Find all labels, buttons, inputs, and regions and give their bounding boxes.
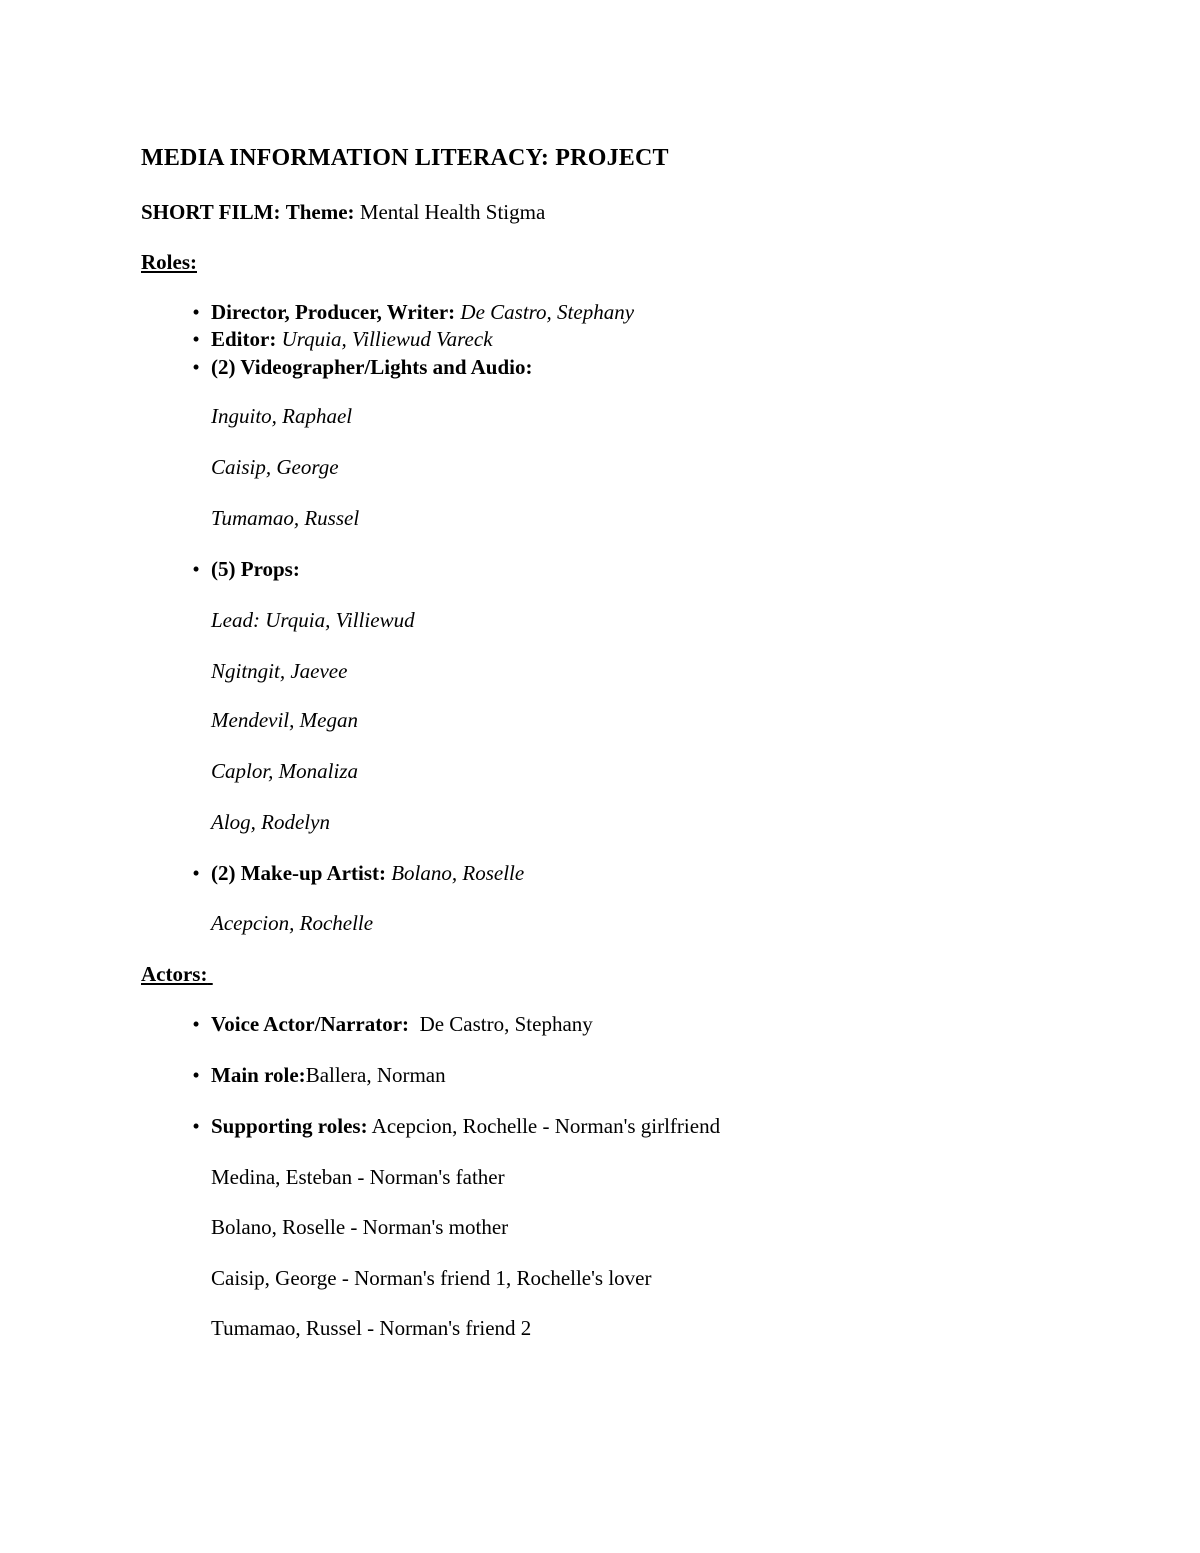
videographer-name: Caisip, George — [211, 455, 339, 479]
document-title-row — [141, 143, 669, 173]
editor-value: Urquia, Villiewud Vareck — [281, 327, 493, 351]
director-value: De Castro, Stephany — [460, 300, 635, 324]
supporting-roles-value: Acepcion, Rochelle - Norman's girlfriend — [371, 1114, 721, 1138]
main-role-value: Ballera, Norman — [305, 1063, 446, 1087]
director-label: Director, Producer, Writer: — [211, 300, 456, 324]
videographer-name: Tumamao, Russel — [211, 506, 360, 530]
short-film-label: SHORT FILM: — [141, 200, 281, 224]
voice-actor-value: De Castro, Stephany — [419, 1012, 593, 1036]
editor-label: Editor: — [211, 327, 277, 351]
videographer-label: (2) Videographer/Lights and Audio: — [211, 355, 533, 379]
bullet-icon: • — [192, 1063, 200, 1087]
roles-heading-row — [141, 249, 197, 275]
short-film-line — [141, 199, 545, 225]
roles-heading: Roles: — [141, 250, 197, 274]
bullet-icon: • — [192, 327, 200, 351]
supporting-role-entry: Medina, Esteban - Norman's father — [211, 1165, 505, 1189]
bullet-icon: • — [192, 1114, 200, 1138]
bullet-icon: • — [192, 300, 200, 324]
voice-actor-label: Voice Actor/Narrator: — [211, 1012, 410, 1036]
bullet-icon: • — [192, 355, 200, 379]
supporting-role-entry: Caisip, George - Norman's friend 1, Rochelle's lover — [211, 1266, 652, 1290]
makeup-label: (2) Make-up Artist: — [211, 861, 386, 885]
props-label: (5) Props: — [211, 557, 300, 581]
makeup-name: Acepcion, Rochelle — [211, 911, 374, 935]
videographer-name: Inguito, Raphael — [211, 404, 353, 428]
theme-value: Mental Health Stigma — [359, 200, 546, 224]
document-title: MEDIA INFORMATION LITERACY: PROJECT — [141, 145, 669, 171]
supporting-role-entry: Bolano, Roselle - Norman's mother — [211, 1215, 509, 1239]
theme-label: Theme: — [285, 200, 355, 224]
props-name: Mendevil, Megan — [211, 708, 358, 732]
props-name: Ngitngit, Jaevee — [211, 659, 348, 683]
actors-heading: Actors: — [141, 962, 208, 986]
supporting-roles-label: Supporting roles: — [211, 1114, 368, 1138]
props-name: Caplor, Monaliza — [211, 759, 359, 783]
supporting-role-entry: Tumamao, Russel - Norman's friend 2 — [211, 1316, 532, 1340]
bullet-icon: • — [192, 861, 200, 885]
props-name: Alog, Rodelyn — [211, 810, 330, 834]
makeup-value: Bolano, Roselle — [391, 861, 525, 885]
bullet-icon: • — [192, 1012, 200, 1036]
bullet-icon: • — [192, 557, 200, 581]
props-name: Lead: Urquia, Villiewud — [211, 608, 415, 632]
main-role-label: Main role: — [211, 1063, 306, 1087]
actors-heading-row — [141, 961, 213, 987]
